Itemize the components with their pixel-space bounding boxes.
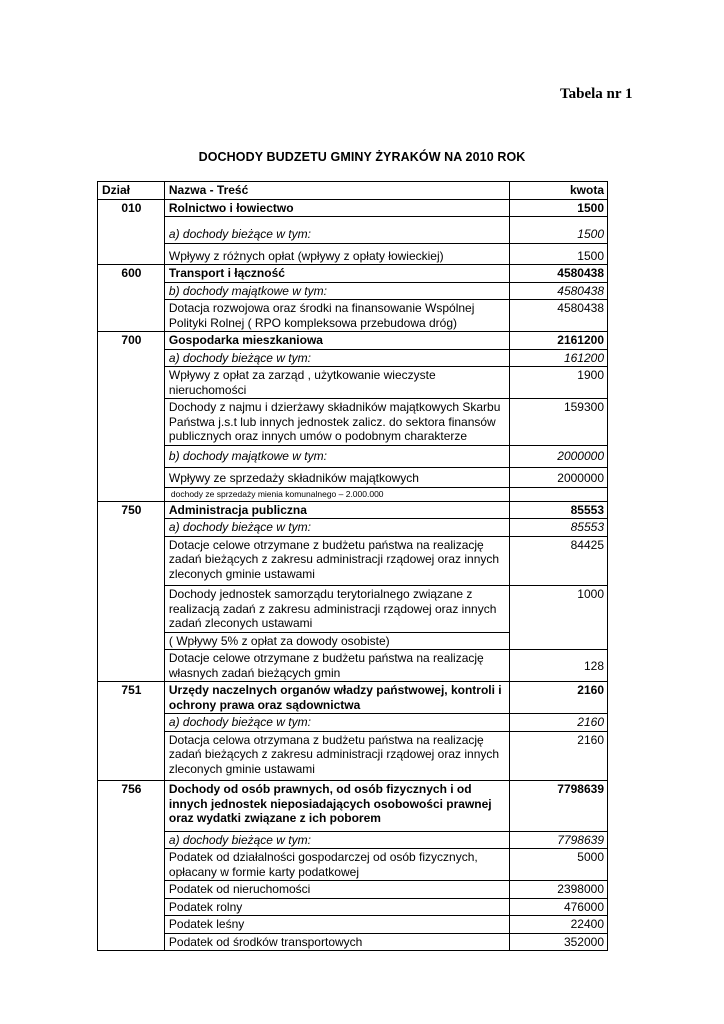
nazwa-cell: Dotacje celowe otrzymane z budżetu państwa na realizację zadań bieżących z zakresu administracji rządowej oraz innych zleconych gminie ustawami [164,536,509,586]
column-header-nazwa: Nazwa - Treść [164,182,509,200]
nazwa-cell: Dochody jednostek samorządu terytorialnego związane z realizacją zadań z zakresu administracji rządowej oraz innych zadań zleconych ustawami [164,586,509,633]
kwota-cell: 2160 [510,682,608,714]
kwota-cell: 7798639 [510,831,608,849]
dzial-cell: 750 [98,501,165,682]
table-header-row [98,182,608,200]
table-row [98,487,608,501]
kwota-cell: 2160 [510,731,608,781]
table-row [98,831,608,849]
nazwa-cell: Rolnictwo i łowiectwo [164,199,509,217]
table-row [98,933,608,951]
kwota-cell: 4580438 [510,300,608,332]
nazwa-cell: Dotacja rozwojowa oraz środki na finansowanie Wspólnej Polityki Rolnej ( RPO kompleksowa przebudowa dróg) [164,300,509,332]
kwota-cell: 4580438 [510,265,608,283]
kwota-cell: 22400 [510,916,608,934]
nazwa-cell: Podatek rolny [164,898,509,916]
nazwa-cell: Dochody od osób prawnych, od osób fizycznych i od innych jednostek nieposiadających osobowości prawnej oraz wydatki związane z ich poborem [164,781,509,832]
table-row [98,781,608,832]
nazwa-cell: Urzędy naczelnych organów władzy państwowej, kontroli i ochrony prawa oraz sądownictwa [164,682,509,714]
nazwa-cell: b) dochody majątkowe w tym: [164,282,509,300]
nazwa-cell: Dotacje celowe otrzymane z budżetu państwa na realizację własnych zadań bieżących gmin [164,650,509,682]
nazwa-cell: Dotacja celowa otrzymana z budżetu państwa na realizację zadań bieżących z zakresu administracji rządowej oraz innych zleconych gminie ustawami [164,731,509,781]
column-header-dzial: Dział [98,182,165,200]
nazwa-cell: Wpływy ze sprzedaży składników majątkowych [164,468,509,488]
nazwa-cell: Podatek od działalności gospodarczej od osób fizycznych, opłacany w formie karty podatkowej [164,849,509,881]
table-row [98,731,608,781]
table-row [98,217,608,244]
table-row [98,650,608,682]
nazwa-cell: ( Wpływy 5% z opłat za dowody osobiste) [164,632,509,650]
kwota-cell: 7798639 [510,781,608,832]
nazwa-cell: a) dochody bieżące w tym: [164,831,509,849]
table-row [98,243,608,265]
table-row [98,501,608,519]
kwota-cell: 2000000 [510,445,608,468]
table-row [98,399,608,446]
kwota-cell: 159300 [510,399,608,446]
kwota-cell: 2160 [510,714,608,732]
dzial-cell: 700 [98,332,165,502]
table-row [98,682,608,714]
kwota-cell: 161200 [510,349,608,367]
table-row [98,199,608,217]
kwota-cell: 5000 [510,849,608,881]
nazwa-cell: Podatek od środków transportowych [164,933,509,951]
table-row [98,536,608,586]
nazwa-cell: a) dochody bieżące w tym: [164,349,509,367]
table-row [98,586,608,633]
nazwa-cell: a) dochody bieżące w tym: [164,714,509,732]
table-row [98,282,608,300]
kwota-cell [510,487,608,501]
nazwa-cell: Podatek od nieruchomości [164,881,509,899]
kwota-cell: 85553 [510,501,608,519]
nazwa-cell: b) dochody majątkowe w tym: [164,445,509,468]
table-row [98,898,608,916]
kwota-cell: 1500 [510,217,608,244]
column-header-kwota: kwota [510,182,608,200]
kwota-cell: 84425 [510,536,608,586]
nazwa-cell: Wpływy z opłat za zarząd , użytkowanie wieczyste nieruchomości [164,367,509,399]
nazwa-cell: dochody ze sprzedaży mienia komunalnego – 2.000.000 [164,487,509,501]
table-row [98,519,608,537]
table-row [98,468,608,488]
table-row [98,349,608,367]
kwota-cell: 128 [510,650,608,682]
kwota-cell: 4580438 [510,282,608,300]
kwota-cell: 1500 [510,199,608,217]
table-row [98,445,608,468]
kwota-cell: 2161200 [510,332,608,350]
nazwa-cell: Administracja publiczna [164,501,509,519]
table-row [98,332,608,350]
dzial-cell: 010 [98,199,165,265]
table-row [98,714,608,732]
revenue-table [97,181,608,951]
kwota-cell: 352000 [510,933,608,951]
kwota-cell: 1000 [510,586,608,650]
nazwa-cell: Wpływy z różnych opłat (wpływy z opłaty łowieckiej) [164,243,509,265]
table-row [98,881,608,899]
nazwa-cell: a) dochody bieżące w tym: [164,519,509,537]
table-row [98,265,608,283]
nazwa-cell: Dochody z najmu i dzierżawy składników majątkowych Skarbu Państwa j.s.t lub innych jednostek zalicz. do sektora finansów publicznych oraz innych umów o podobnym charakterze [164,399,509,446]
dzial-cell: 600 [98,265,165,332]
dzial-cell: 751 [98,682,165,781]
dzial-cell: 756 [98,781,165,951]
table-row [98,300,608,332]
nazwa-cell: Transport i łączność [164,265,509,283]
kwota-cell: 1500 [510,243,608,265]
table-row [98,367,608,399]
kwota-cell: 476000 [510,898,608,916]
table-number-label: Tabela nr 1 [560,86,633,102]
kwota-cell: 1900 [510,367,608,399]
kwota-cell: 2398000 [510,881,608,899]
nazwa-cell: Gospodarka mieszkaniowa [164,332,509,350]
table-row [98,916,608,934]
document-title: DOCHODY BUDZETU GMINY ŻYRAKÓW NA 2010 ROK [198,150,526,164]
nazwa-cell: a) dochody bieżące w tym: [164,217,509,244]
kwota-cell: 85553 [510,519,608,537]
nazwa-cell: Podatek leśny [164,916,509,934]
kwota-cell: 2000000 [510,468,608,488]
table-row [98,849,608,881]
